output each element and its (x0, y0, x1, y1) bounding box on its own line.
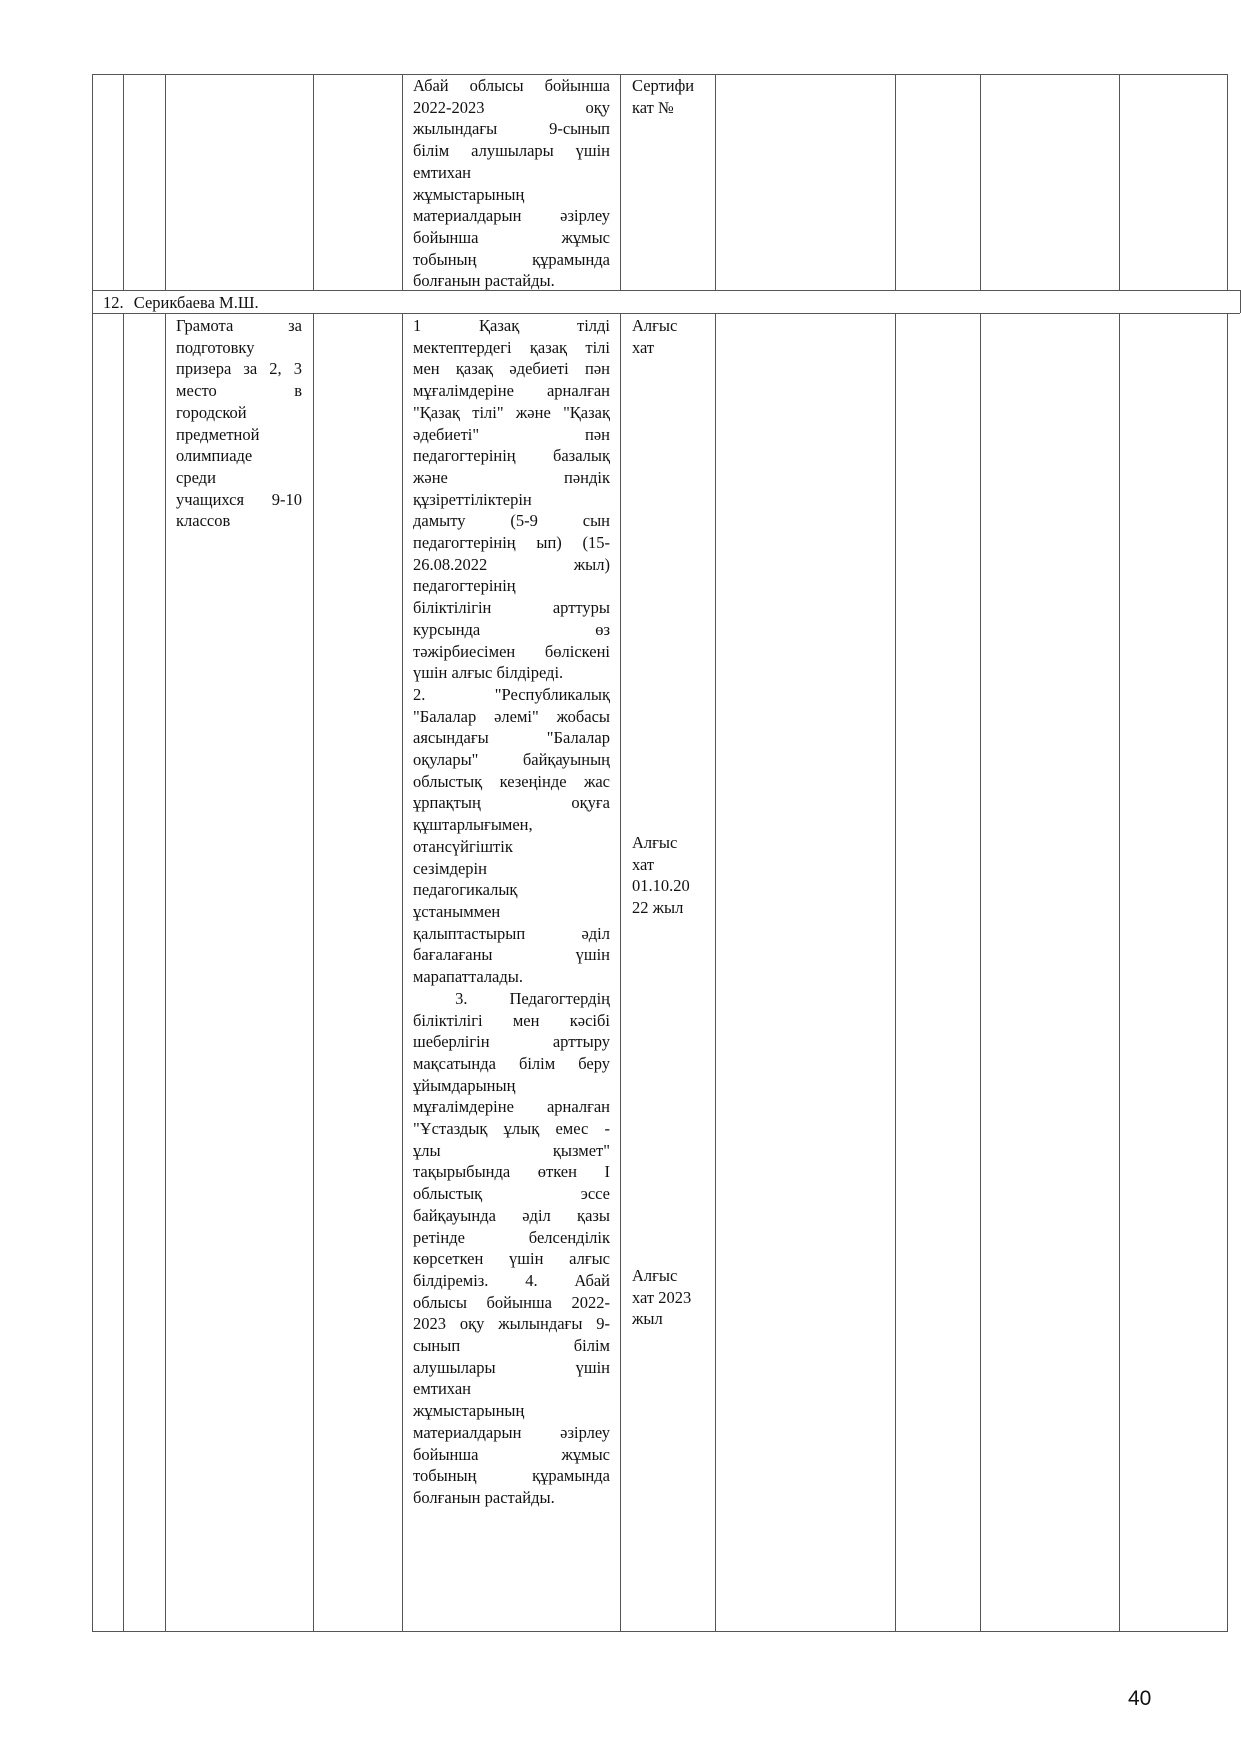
text-line: жылындағы 9-сынып (413, 119, 610, 139)
text-line: педагогтерінің (413, 576, 516, 596)
text-line: курсында өз (413, 619, 610, 639)
text-line: бойынша жұмыс (413, 1444, 610, 1464)
col-border-9-top (1119, 74, 1120, 290)
col-border-3-top (313, 74, 314, 290)
text-line: предметной (176, 424, 260, 444)
col-border-10-top (1227, 74, 1228, 290)
text-line: бағалағаны үшін (413, 945, 610, 965)
text-line: мақсатында білім беру (413, 1053, 610, 1073)
text-line: алушылары үшін (413, 1357, 610, 1377)
main-description-cell (413, 315, 610, 1509)
col-border-0-main (92, 313, 93, 1631)
col-border-3-main (313, 313, 314, 1631)
text-line: среди (176, 467, 216, 487)
top-row-description-cell (413, 75, 610, 292)
section-row-bottom-border (92, 313, 1240, 314)
text-line: байқауында әділ қазы (413, 1205, 610, 1225)
document-2-cell (632, 832, 712, 919)
text-line: білдіреміз. 4. Абай (413, 1270, 610, 1290)
text-line: "Балалар әлемі" жобасы (413, 706, 610, 726)
text-line: 2023 оқу жылындағы 9- (413, 1314, 610, 1334)
text-line: учащихся 9-10 (176, 489, 302, 509)
text-line: 26.08.2022 жыл) (413, 554, 610, 574)
section-row-top-border (92, 290, 1240, 291)
text-line: болғанын растайды. (413, 1487, 555, 1507)
top-row-document-cell (632, 75, 712, 118)
text-line: Алғыс (632, 316, 678, 335)
col-border-7-main (895, 313, 896, 1631)
text-line: 2. "Республикалық (413, 684, 610, 704)
text-line: көрсеткен үшін алғыс (413, 1249, 610, 1269)
text-line: құзіреттіліктерін (413, 489, 532, 509)
text-line: әдебиеті" пән (413, 424, 610, 444)
text-line: ұлы қызмет" (413, 1140, 610, 1160)
text-line: тақырыбында өткен I (413, 1162, 610, 1182)
text-line: сынып білім (413, 1336, 610, 1356)
text-line: мен қазақ әдебиеті пән (413, 359, 610, 379)
col-border-0-top (92, 74, 93, 290)
col-border-10-main (1227, 313, 1228, 1631)
text-line: біліктілігі мен кәсібі (413, 1010, 610, 1030)
text-line: облысы бойынша 2022- (413, 1292, 610, 1312)
section-header (103, 292, 259, 313)
text-line: городской (176, 402, 247, 422)
text-line: педагогтерінің базалық (413, 446, 610, 466)
text-line: Алғыс (632, 1266, 678, 1285)
teacher-name: Серикбаева М.Ш. (133, 293, 259, 312)
section-row-left-border (92, 290, 93, 313)
text-line: 2022-2023 оқу (413, 97, 610, 117)
text-line: хат (632, 854, 655, 874)
text-line: педагогикалық (413, 880, 518, 900)
text-line: материалдарын әзірлеу (413, 1422, 610, 1442)
table-bottom-border (92, 1631, 1228, 1632)
text-line: хат (632, 337, 655, 357)
text-line: жұмыстарының (413, 1401, 525, 1421)
text-line: марапатталады. (413, 967, 523, 987)
col-border-8-top (980, 74, 981, 290)
text-line: ұстаныммен (413, 901, 501, 921)
col-border-4-main (402, 313, 403, 1631)
text-line: емтихан (413, 1379, 471, 1399)
text-line: материалдарын әзірлеу (413, 206, 610, 226)
text-line: отансүйгіштік (413, 836, 513, 856)
text-line: Грамота за (176, 316, 302, 335)
document-1-cell (632, 315, 712, 358)
text-line: оқулары" байқауының (413, 750, 610, 770)
award-cell (176, 315, 302, 532)
text-line: құштарлығымен, (413, 815, 533, 835)
col-border-7-top (895, 74, 896, 290)
text-line: мектептердегі қазақ тілі (413, 337, 610, 357)
text-line: Абай облысы бойынша (413, 76, 610, 95)
text-line: облыстық кезеңінде жас (413, 771, 610, 791)
text-line: ұрпақтың оқуға (413, 793, 610, 813)
text-line: ретінде белсенділік (413, 1227, 610, 1247)
text-line: олимпиаде (176, 446, 253, 466)
text-line: болғанын растайды. (413, 271, 555, 291)
text-line: жыл (632, 1309, 663, 1329)
text-line: жұмыстарының (413, 184, 525, 204)
text-line: емтихан (413, 162, 471, 182)
text-line: тобының құрамында (413, 1466, 610, 1486)
page-number: 40 (1128, 1687, 1152, 1710)
text-line: үшін алғыс білдіреді. (413, 663, 564, 683)
col-border-1-main (123, 313, 124, 1631)
col-border-2-main (165, 313, 166, 1631)
col-border-6-main (715, 313, 716, 1631)
document-3-cell (632, 1265, 712, 1330)
text-line: сезімдерін (413, 858, 487, 878)
text-line: аясындағы "Балалар (413, 728, 610, 748)
text-line: бойынша жұмыс (413, 227, 610, 247)
text-line: мұғалімдеріне арналған (413, 1097, 610, 1117)
text-line: мұғалімдеріне арналған (413, 381, 610, 401)
text-line: "Қазақ тілі" және "Қазақ (413, 402, 610, 422)
text-line: дамыту (5-9 сын (413, 511, 610, 531)
text-line: 01.10.20 (632, 876, 690, 896)
text-line: біліктілігін арттуры (413, 598, 610, 618)
col-border-6-top (715, 74, 716, 290)
text-line: тәжірбиесімен бөліскені (413, 641, 610, 661)
text-line: кат № (632, 97, 674, 117)
text-line: Алғыс (632, 833, 678, 852)
text-line: және пәндік (413, 467, 610, 487)
text-line: призера за 2, 3 (176, 359, 302, 379)
section-number: 12. (103, 293, 124, 312)
text-line: облыстық эссе (413, 1184, 610, 1204)
text-line: Сертифи (632, 76, 695, 95)
text-line: 22 жыл (632, 898, 684, 918)
text-line: қалыптастырып әділ (413, 923, 610, 943)
col-border-2-top (165, 74, 166, 290)
text-line: место в (176, 381, 302, 401)
text-line: білім алушылары үшін (413, 141, 610, 161)
col-border-5-top (620, 74, 621, 290)
text-line: ұйымдарының (413, 1075, 516, 1095)
col-border-9-main (1119, 313, 1120, 1631)
col-border-1-top (123, 74, 124, 290)
text-line: 1 Қазақ тілді (413, 316, 610, 335)
text-line: 3. Педагогтердің (413, 988, 610, 1008)
text-line: "Ұстаздық ұлық емес - (413, 1119, 610, 1139)
text-line: классов (176, 511, 231, 531)
text-line: педагогтерінің ып) (15- (413, 533, 610, 553)
text-line: подготовку (176, 337, 255, 357)
col-border-4-top (402, 74, 403, 290)
text-line: хат 2023 (632, 1287, 692, 1307)
col-border-5-main (620, 313, 621, 1631)
text-line: тобының құрамында (413, 249, 610, 269)
text-line: шеберлігін арттыру (413, 1032, 610, 1052)
col-border-8-main (980, 313, 981, 1631)
